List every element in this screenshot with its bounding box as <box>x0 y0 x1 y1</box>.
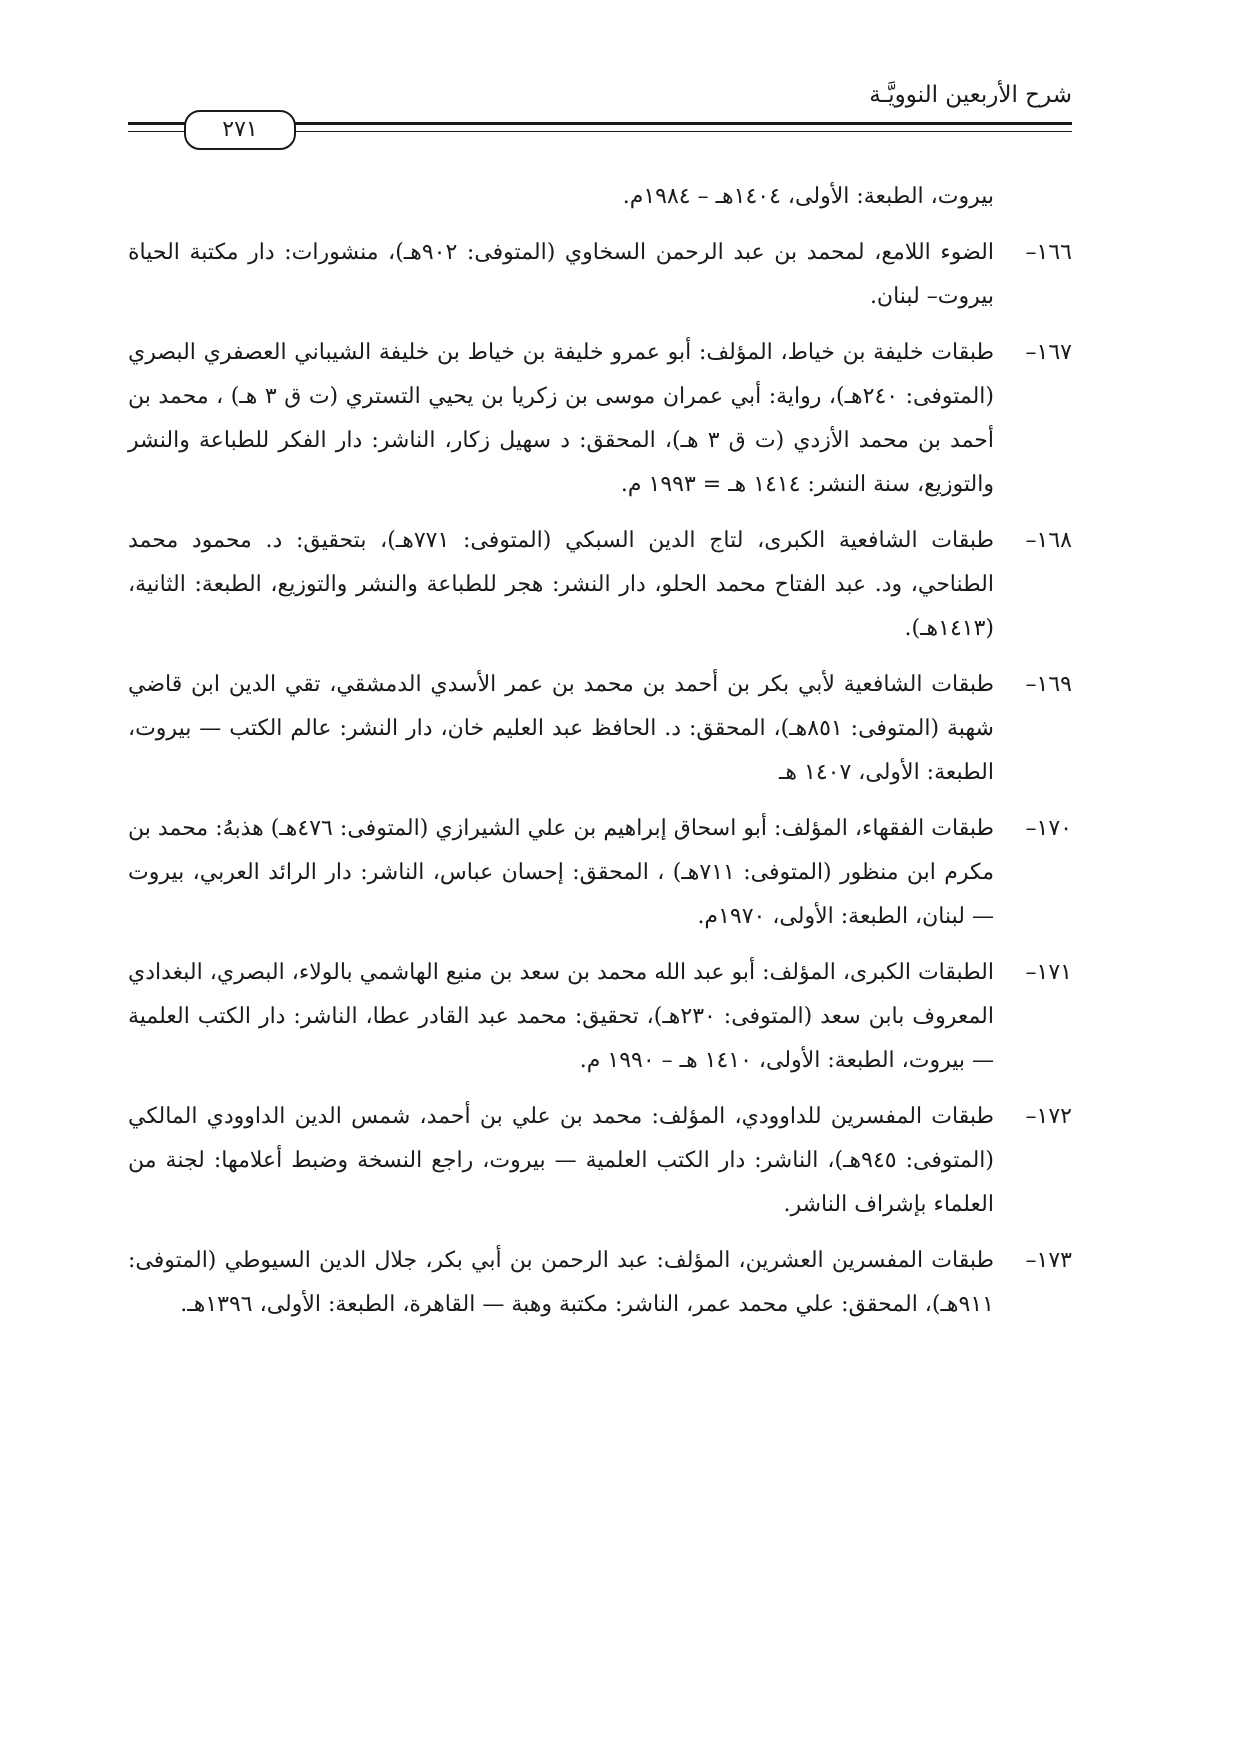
entry-text: طبقات المفسرين العشرين، المؤلف: عبد الرحمن بن أبي بكر، جلال الدين السيوطي (المتوفى: ٩١١هـ)، المحقق: علي محمد عمر، الناشر: مكتبة وهبة — القاهرة، الطبعة: الأولى، ١٣٩٦هـ. <box>128 1248 994 1317</box>
bibliography-entry <box>128 1095 1072 1227</box>
entry-text: الضوء اللامع، لمحمد بن عبد الرحمن السخاوي (المتوفى: ٩٠٢هـ)، منشورات: دار مكتبة الحياة بيروت– لبنان. <box>128 240 994 309</box>
entry-text: طبقات الشافعية لأبي بكر بن أحمد بن محمد بن عمر الأسدي الدمشقي، تقي الدين ابن قاضي شهبة (المتوفى: ٨٥١هـ)، المحقق: د. الحافظ عبد العليم خان، دار النشر: عالم الكتب — بيروت، الطبعة: الأولى، ١٤٠٧ هـ <box>128 672 994 785</box>
bibliography-entry <box>128 1239 1072 1327</box>
entry-number: ١٦٦– <box>1025 240 1072 265</box>
entry-number: ١٧٠– <box>1025 816 1072 841</box>
bibliography-entry <box>128 663 1072 795</box>
bibliography-entry <box>128 231 1072 319</box>
page-number: ٢٧١ <box>184 110 296 150</box>
bibliography-list <box>128 175 1072 1339</box>
entry-number: ١٦٧– <box>1025 340 1072 365</box>
bibliography-entry <box>128 519 1072 651</box>
bibliography-entry <box>128 951 1072 1083</box>
entry-text: طبقات خليفة بن خياط، المؤلف: أبو عمرو خليفة بن خياط بن خليفة الشيباني العصفري البصري (المتوفى: ٢٤٠هـ)، رواية: أبي عمران موسى بن زكريا بن يحيي التستري (ت ق ٣ هـ) ، محمد بن أحمد بن محمد الأزدي (ت ق ٣ هـ)، المحقق: د سهيل زكار، الناشر: دار الفكر للطباعة والنشر والتوزيع، سنة النشر: ١٤١٤ هـ = ١٩٩٣ م. <box>128 340 994 497</box>
bibliography-entry <box>128 807 1072 939</box>
entry-text: طبقات الشافعية الكبرى، لتاج الدين السبكي (المتوفى: ٧٧١هـ)، بتحقيق: د. محمود محمد الطناحي، ود. عبد الفتاح محمد الحلو، دار النشر: هجر للطباعة والنشر والتوزيع، الطبعة: الثانية، (١٤١٣هـ). <box>128 528 995 641</box>
entry-number: ١٦٨– <box>1025 528 1072 553</box>
entry-number: ١٧٣– <box>1025 1248 1072 1273</box>
continuation-line: بيروت، الطبعة: الأولى، ١٤٠٤هـ – ١٩٨٤م. <box>622 184 994 209</box>
entry-number: ١٦٩– <box>1025 672 1072 697</box>
running-title: شرح الأربعين النوويَّـة <box>869 82 1072 108</box>
entry-text: طبقات المفسرين للداوودي، المؤلف: محمد بن علي بن أحمد، شمس الدين الداوودي المالكي (المتوفى: ٩٤٥هـ)، الناشر: دار الكتب العلمية — بيروت، راجع النسخة وضبط أعلامها: لجنة من العلماء بإشراف الناشر. <box>128 1104 994 1217</box>
entry-number: ١٧٢– <box>1025 1104 1072 1129</box>
bibliography-entry <box>128 331 1072 507</box>
entry-text: طبقات الفقهاء، المؤلف: أبو اسحاق إبراهيم بن علي الشيرازي (المتوفى: ٤٧٦هـ) هذبهُ: محمد بن مكرم ابن منظور (المتوفى: ٧١١هـ) ، المحقق: إحسان عباس، الناشر: دار الرائد العربي، بيروت — لبنان، الطبعة: الأولى، ١٩٧٠م. <box>128 816 994 929</box>
entry-text: الطبقات الكبرى، المؤلف: أبو عبد الله محمد بن سعد بن منيع الهاشمي بالولاء، البصري، البغدادي المعروف بابن سعد (المتوفى: ٢٣٠هـ)، تحقيق: محمد عبد القادر عطا، الناشر: دار الكتب العلمية — بيروت، الطبعة: الأولى، ١٤١٠ هـ – ١٩٩٠ م. <box>128 960 995 1073</box>
entry-number: ١٧١– <box>1025 960 1072 985</box>
